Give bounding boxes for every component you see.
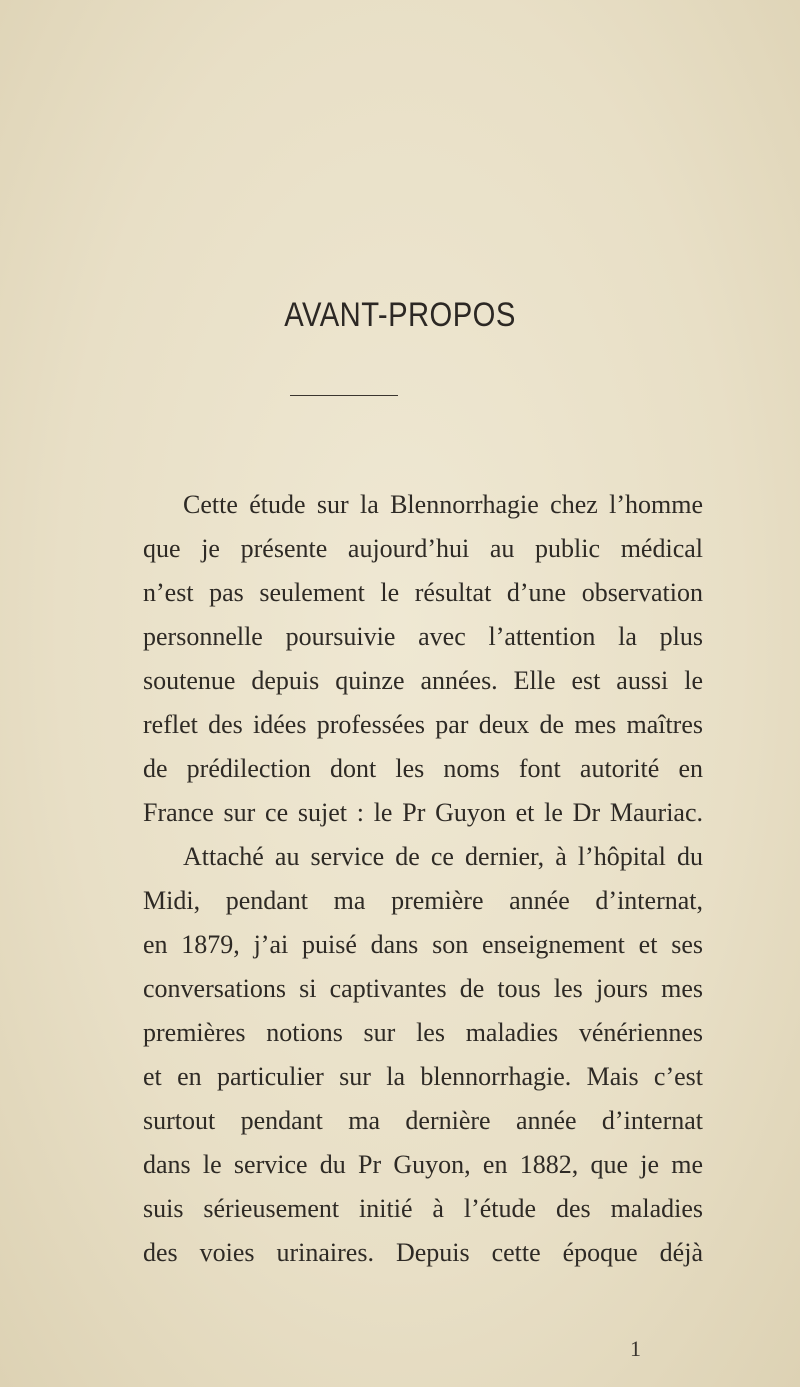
text-line: de prédilection dont les noms font autorité en <box>143 754 703 783</box>
text-line: des voies urinaires. Depuis cette époque déjà <box>143 1238 703 1267</box>
text-line: en 1879, j’ai puisé dans son enseignement et ses <box>143 930 703 959</box>
text-line: surtout pendant ma dernière année d’internat <box>143 1106 703 1135</box>
text-line: Attaché au service de ce dernier, à l’hôpital du <box>183 842 703 871</box>
text-line: soutenue depuis quinze années. Elle est aussi le <box>143 666 703 695</box>
text-line: Midi, pendant ma première année d’internat, <box>143 886 703 915</box>
text-line: personnelle poursuivie avec l’attention la plus <box>143 622 703 651</box>
text-line: France sur ce sujet : le Pr Guyon et le Dr Mauriac. <box>143 798 703 827</box>
text-line: reflet des idées professées par deux de mes maîtres <box>143 710 703 739</box>
text-line: dans le service du Pr Guyon, en 1882, que je me <box>143 1150 703 1179</box>
text-line: conversations si captivantes de tous les jours mes <box>143 974 703 1003</box>
title-rule <box>290 395 398 396</box>
body-text <box>0 488 800 1358</box>
text-line: suis sérieusement initié à l’étude des maladies <box>143 1194 703 1223</box>
text-line: n’est pas seulement le résultat d’une observation <box>143 578 703 607</box>
text-line: que je présente aujourd’hui au public médical <box>143 534 703 563</box>
text-line: premières notions sur les maladies vénériennes <box>143 1018 703 1047</box>
text-line: et en particulier sur la blennorrhagie. Mais c’est <box>143 1062 703 1091</box>
text-line: Cette étude sur la Blennorrhagie chez l’homme <box>183 490 703 519</box>
page-number: 1 <box>630 1336 641 1361</box>
page-title: AVANT-PROPOS <box>284 296 516 334</box>
